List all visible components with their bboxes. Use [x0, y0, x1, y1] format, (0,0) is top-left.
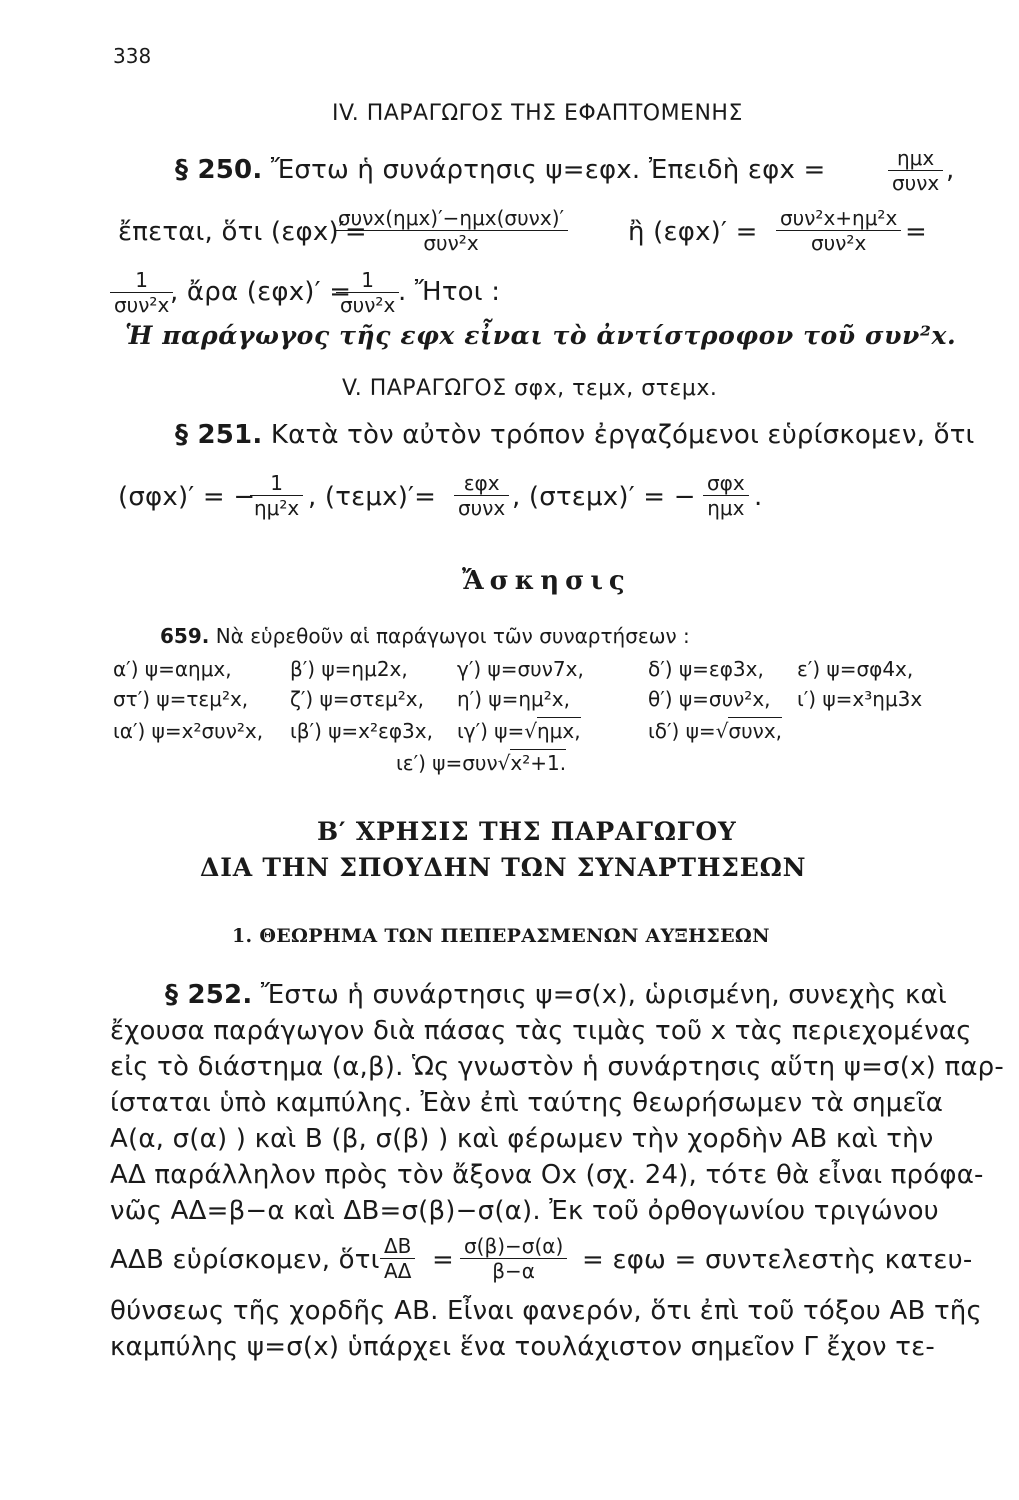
part-title-line2: ΔΙΑ ΤΗΝ ΣΠΟΥΔΗΝ ΤΩΝ ΣΥΝΑΡΤΗΣΕΩΝ — [200, 853, 807, 882]
fraction-quotient-rule — [334, 207, 568, 254]
fraction-reciprocal — [110, 269, 173, 316]
fraction-numerator: 1 — [270, 471, 283, 495]
fraction-numerator: ημx — [897, 146, 935, 170]
fraction-denominator: συνx — [888, 170, 943, 194]
exercise-item-st: στ′) ψ=τεμ²x, — [113, 687, 249, 711]
theorem-statement: Ἡ παράγωγος τῆς εφx εἶναι τὸ ἀντίστροφον τοῦ συν²x. — [125, 321, 957, 350]
exercise-item-ie — [396, 751, 566, 775]
exercise-item-c: γ′) ψ=συν7x, — [457, 657, 584, 681]
paragraph-252-line9: θύνσεως τῆς χορδῆς ΑΒ. Εἶναι φανερόν, ὅτι ἐπὶ τοῦ τόξου ΑΒ τῆς — [110, 1296, 982, 1326]
part-title-line1: Β′ ΧΡΗΣΙΣ ΤΗΣ ΠΑΡΑΓΩΓΟΥ — [317, 817, 737, 846]
fraction-numerator: 1 — [135, 268, 148, 292]
paragraph-250-intro — [175, 155, 826, 185]
fraction-sec — [454, 472, 509, 519]
exercise-number: 659. — [160, 624, 210, 648]
fraction-denominator: συν²x — [776, 230, 901, 254]
paragraph-number: § 252. — [165, 980, 253, 1010]
fraction-tan-definition — [888, 147, 943, 194]
derivation-therefore: , ἄρα (εφx)′ = — [170, 277, 352, 307]
fraction-numerator: συν²x+ημ²x — [780, 206, 898, 230]
fraction-numerator: ΔΒ — [384, 1234, 412, 1258]
derivation-or: ἢ (εφx)′ = — [628, 217, 758, 247]
paragraph-252-line5: Α(α, σ(α) ) καὶ Β (β, σ(β) ) καὶ φέρωμεν τὴν χορδὴν ΑΒ καὶ τὴν — [110, 1124, 934, 1154]
exercise-item-a: α′) ψ=αημx, — [113, 657, 232, 681]
exercises-title: Ἄσκησις — [462, 566, 631, 596]
fraction-numerator: συνx(ημx)′−ημx(συνx)′ — [338, 206, 565, 230]
equals-sign: = — [432, 1245, 454, 1275]
exercise-intro — [160, 624, 690, 648]
fraction-denominator: ΑΔ — [380, 1258, 415, 1282]
paragraph-252-line6: ΑΔ παράλληλον πρὸς τὸν ἄξονα Οx (σχ. 24), τότε θὰ εἶναι πρόφα- — [110, 1160, 984, 1190]
fraction-numerator: 1 — [361, 268, 374, 292]
exercise-item-ig — [457, 719, 581, 743]
exercise-item-i: ι′) ψ=x³ημ3x — [797, 687, 923, 711]
fraction-denominator: συνx — [454, 495, 509, 519]
radicand: συνx, — [728, 719, 783, 743]
paragraph-252-line3: εἰς τὸ διάστημα (α,β). Ὡς γνωστὸν ἡ συνάρτησις αὕτη ψ=σ(x) παρ- — [110, 1052, 1004, 1082]
fraction-numerator: σφx — [707, 471, 745, 495]
fraction-slope-values — [460, 1235, 567, 1282]
paragraph-text: Ἔστω ἡ συνάρτησις ψ=σ(x), ὡρισμένη, συνεχὴς καὶ — [260, 980, 947, 1010]
section-heading-v: V. ΠΑΡΑΓΩΓΟΣ σφx, τεμx, στεμx. — [342, 376, 718, 401]
exercise-item-d: δ′) ψ=εφ3x, — [648, 657, 764, 681]
paragraph-number: § 251. — [175, 420, 263, 450]
fraction-sum — [776, 207, 901, 254]
paragraph-251 — [175, 420, 975, 450]
fraction-slope-sides — [380, 1235, 415, 1282]
radical-prefix: ιδ′) ψ=√ — [648, 719, 729, 743]
exercise-item-z: ζ′) ψ=στεμ²x, — [290, 687, 424, 711]
page-number: 338 — [113, 44, 152, 68]
fraction-numerator: σ(β)−σ(α) — [464, 1234, 564, 1258]
radicand: ημx, — [537, 719, 581, 743]
comma: , — [946, 155, 955, 185]
exercise-item-h: η′) ψ=ημ²x, — [457, 687, 570, 711]
paragraph-number: § 250. — [175, 155, 263, 185]
exercise-item-ia: ια′) ψ=x²συν²x, — [113, 719, 264, 743]
paragraph-252-line1 — [165, 980, 947, 1010]
fraction-csc — [703, 472, 749, 519]
paragraph-252-line8-end: = εφω = συντελεστὴς κατευ- — [582, 1245, 973, 1275]
exercise-item-th: θ′) ψ=συν²x, — [648, 687, 771, 711]
exercise-item-ib: ιβ′) ψ=x²εφ3x, — [290, 719, 433, 743]
radical-prefix: ιε′) ψ=συν√ — [396, 751, 511, 775]
fraction-denominator: ημ²x — [250, 495, 303, 519]
equals-sign: = — [905, 217, 927, 247]
exercise-text: Νὰ εὑρεθοῦν αἱ παράγωγοι τῶν συναρτήσεων : — [215, 624, 690, 648]
exercise-item-e: ε′) ψ=σφ4x, — [797, 657, 914, 681]
exercise-item-b: β′) ψ=ημ2x, — [290, 657, 408, 681]
derivative-cot-lhs: (σφx)′ = − — [118, 482, 256, 512]
exercise-item-id — [648, 719, 782, 743]
derivative-csc-lhs: , (στεμx)′ = − — [512, 482, 696, 512]
paragraph-252-line4: ίσταται ὑπὸ καμπύλης. Ἐὰν ἐπὶ ταύτης θεωρήσωμεν τὰ σημεῖα — [110, 1088, 944, 1118]
fraction-cot — [250, 472, 303, 519]
paragraph-252-line10: καμπύλης ψ=σ(x) ὑπάρχει ἕνα τουλάχιστον σημεῖον Γ ἔχον τε- — [110, 1332, 935, 1362]
fraction-denominator: β−α — [460, 1258, 567, 1282]
paragraph-text: Κατὰ τὸν αὐτὸν τρόπον ἐργαζόμενοι εὑρίσκομεν, ὅτι — [270, 420, 975, 450]
paragraph-252-line7: νῶς ΑΔ=β−α καὶ ΔΒ=σ(β)−σ(α). Ἐκ τοῦ ὀρθογωνίου τριγώνου — [110, 1196, 939, 1226]
fraction-denominator: ημx — [703, 495, 749, 519]
derivation-lead: ἔπεται, ὅτι (εφx)′= — [118, 217, 367, 247]
theorem-title: 1. ΘΕΩΡΗΜΑ ΤΩΝ ΠΕΠΕΡΑΣΜΕΝΩΝ ΑΥΞΗΣΕΩΝ — [232, 925, 770, 947]
fraction-result — [336, 269, 399, 316]
paragraph-252-line8-start: ΑΔΒ εὑρίσκομεν, ὅτι — [110, 1245, 380, 1275]
radicand: x²+1. — [510, 751, 567, 775]
derivative-sec-lhs: , (τεμx)′= — [308, 482, 437, 512]
fraction-denominator: συν²x — [110, 292, 173, 316]
fraction-denominator: συν²x — [336, 292, 399, 316]
period: . — [754, 482, 763, 512]
fraction-numerator: εφx — [463, 471, 500, 495]
radical-prefix: ιγ′) ψ=√ — [457, 719, 537, 743]
paragraph-252-line2: ἔχουσα παράγωγον διὰ πάσας τὰς τιμὰς τοῦ x τὰς περιεχομένας — [110, 1016, 972, 1046]
section-heading-iv: IV. ΠΑΡΑΓΩΓΟΣ ΤΗΣ ΕΦΑΠΤΟΜΕΝΗΣ — [332, 101, 743, 126]
paragraph-text: Ἔστω ἡ συνάρτησις ψ=εφx. Ἐπειδὴ εφx = — [270, 155, 826, 185]
derivation-namely: . Ἤτοι : — [398, 277, 501, 307]
fraction-denominator: συν²x — [334, 230, 568, 254]
